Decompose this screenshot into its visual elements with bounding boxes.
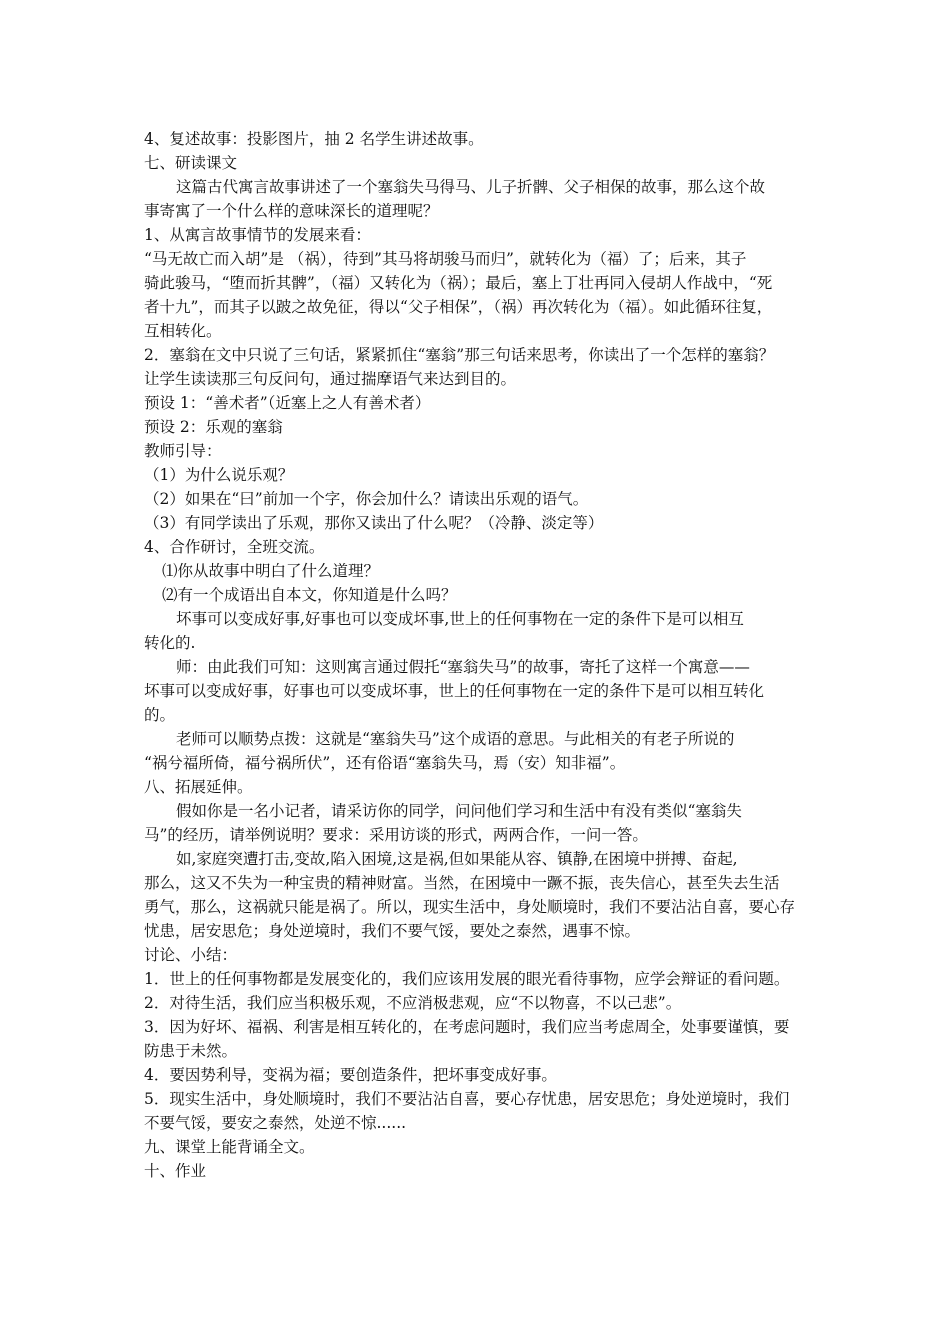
text-line: 让学生读读那三句反问句，通过揣摩语气来达到目的。 xyxy=(144,370,517,388)
section-heading: 十、作业 xyxy=(144,1162,207,1180)
text-line: 的。 xyxy=(144,706,176,724)
text-line: （3）有同学读出了乐观，那你又读出了什么呢？（冷静、淡定等） xyxy=(144,514,604,532)
text-line: 坏事可以变成好事，好事也可以变成坏事，世上的任何事物在一定的条件下是可以相互转化 xyxy=(144,682,765,700)
text-line: ⑵有一个成语出自本文，你知道是什么吗？ xyxy=(162,586,457,604)
text-line: 3．因为好坏、福祸、利害是相互转化的，在考虑问题时，我们应当考虑周全，处事要谨慎，要 xyxy=(144,1018,790,1036)
section-heading: 七、研读课文 xyxy=(144,154,238,172)
section-heading: 九、课堂上能背诵全文。 xyxy=(144,1138,315,1156)
text-line: 者十九”，而其子以跛之故免征，得以“父子相保”，（祸）再次转化为（福）。如此循环往复， xyxy=(144,298,773,316)
text-line: 假如你是一名小记者，请采访你的同学，问问他们学习和生活中有没有类似“塞翁失 xyxy=(176,802,742,820)
text-line: 转化的. xyxy=(144,634,196,652)
text-line: （1）为什么说乐观？ xyxy=(144,466,294,484)
text-line: 老师可以顺势点拨：这就是“塞翁失马”这个成语的意思。与此相关的有老子所说的 xyxy=(176,730,735,748)
text-line: “祸兮福所倚，福兮祸所伏”，还有俗语“塞翁失马，焉（安）知非福”。 xyxy=(144,754,626,772)
text-line: 4．要因势利导，变祸为福；要创造条件，把坏事变成好事。 xyxy=(144,1066,557,1084)
text-line: 事寄寓了一个什么样的意味深长的道理呢？ xyxy=(144,202,439,220)
text-line: 讨论、小结： xyxy=(144,946,238,964)
text-line: 坏事可以变成好事,好事也可以变成坏事,世上的任何事物在一定的条件下是可以相互 xyxy=(176,610,744,628)
text-line: ⑴你从故事中明白了什么道理？ xyxy=(162,562,380,580)
text-line: 2．对待生活，我们应当积极乐观，不应消极悲观，应“不以物喜，不以己悲”。 xyxy=(144,994,682,1012)
text-line: 1、从寓言故事情节的发展来看： xyxy=(144,226,371,244)
text-line: 不要气馁，要安之泰然，处逆不惊...... xyxy=(144,1114,407,1132)
text-line: 这篇古代寓言故事讲述了一个塞翁失马得马、儿子折髀、父子相保的故事，那么这个故 xyxy=(176,178,766,196)
text-line: 2．塞翁在文中只说了三句话，紧紧抓住“塞翁”那三句话来思考，你读出了一个怎样的塞翁？ xyxy=(144,346,775,364)
text-line: 忧患，居安思危；身处逆境时，我们不要气馁，要处之泰然，遇事不惊。 xyxy=(144,922,641,940)
text-line: “马无故亡而入胡”是 （祸），待到”其马将胡骏马而归”，就转化为（福）了；后来，其子 xyxy=(144,250,747,268)
text-line: 防患于未然。 xyxy=(144,1042,238,1060)
text-line: 教师引导： xyxy=(144,442,222,460)
text-line: 4、合作研讨，全班交流。 xyxy=(144,538,325,556)
text-line: 5．现实生活中，身处顺境时，我们不要沾沾自喜，要心存忧患，居安思危；身处逆境时，我们 xyxy=(144,1090,790,1108)
text-line: （2）如果在“曰”前加一个字，你会加什么？请读出乐观的语气。 xyxy=(144,490,589,508)
text-line: 勇气，那么，这祸就只能是祸了。所以，现实生活中，身处顺境时，我们不要沾沾自喜，要心存 xyxy=(144,898,796,916)
text-line: 骑此骏马，“堕而折其髀”，（福）又转化为（祸）；最后，塞上丁壮再同入侵胡人作战中，“死 xyxy=(144,274,773,292)
text-line: 马”的经历，请举例说明？要求：采用访谈的形式，两两合作，一问一答。 xyxy=(144,826,648,844)
text-line: 那么，这又不失为一种宝贵的精神财富。当然，在困境中一蹶不振，丧失信心，甚至失去生活 xyxy=(144,874,780,892)
text-line: 互相转化。 xyxy=(144,322,222,340)
text-line: 4、复述故事：投影图片，抽 2 名学生讲述故事。 xyxy=(144,130,484,148)
text-line: 预设 2：乐观的塞翁 xyxy=(144,418,283,436)
text-line: 师：由此我们可知：这则寓言通过假托“塞翁失马”的故事，寄托了这样一个寓意—— xyxy=(176,658,750,676)
section-heading: 八、拓展延伸。 xyxy=(144,778,253,796)
text-line: 如,家庭突遭打击,变故,陷入困境,这是祸,但如果能从容、镇静,在困境中拼搏、奋起, xyxy=(176,850,738,868)
text-line: 预设 1：“善术者”（近塞上之人有善术者） xyxy=(144,394,431,412)
text-line: 1．世上的任何事物都是发展变化的，我们应该用发展的眼光看待事物，应学会辩证的看问题。 xyxy=(144,970,790,988)
